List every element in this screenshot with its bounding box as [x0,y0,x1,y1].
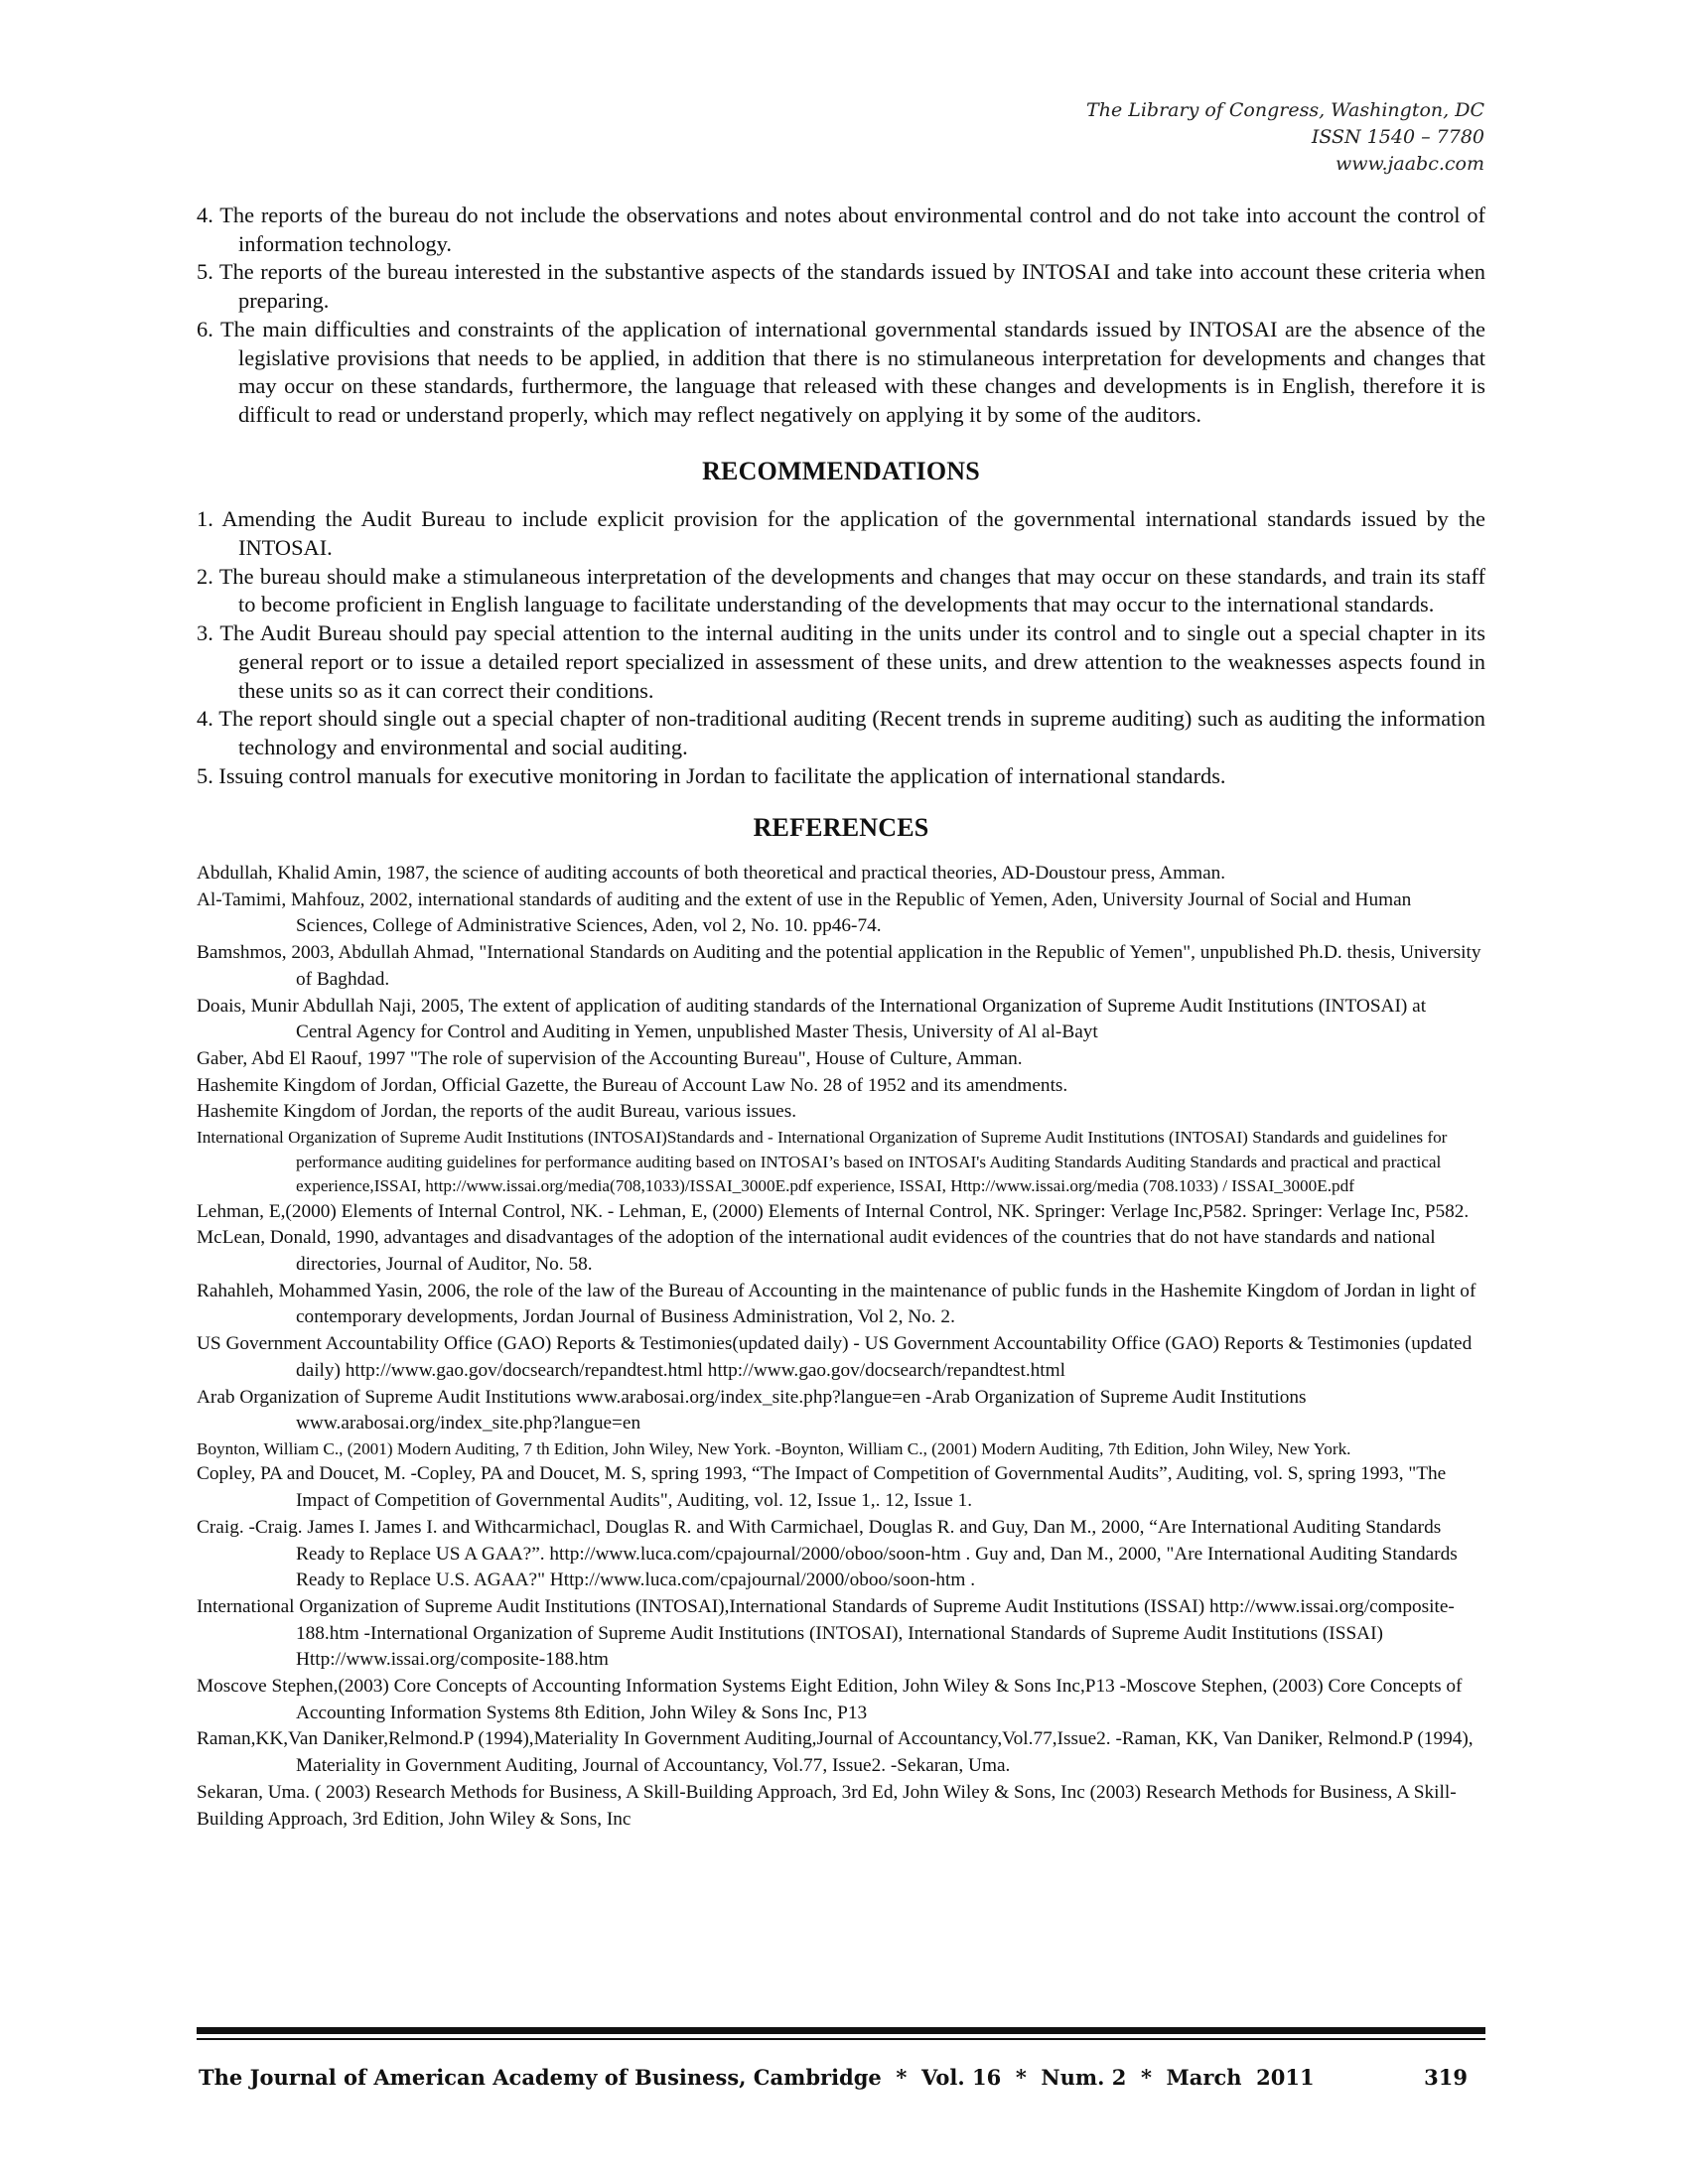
reference-item: Craig. -Craig. James I. James I. and Withcarmichacl, Douglas R. and With Carmichael, Douglas R. and Guy, Dan M., 2000, “Are International Auditing Standards Ready to Replace US A GAA?”. http://www.luca.com/cpajournal/2000/oboo/soon-htm . Guy and, Dan M., 2000, "Are International Auditing Standards Ready to Replace U.S. AGAA?" Http://www.luca.com/cpajournal/2000/oboo/soon-htm . [197,1516,1458,1591]
recommendations-heading: RECOMMENDATIONS [702,456,980,485]
recommendation-item: 2. The bureau should make a stimulaneous interpretation of the developments and changes that may occur on these standards, and train its staff to become proficient in English language to facilitate understanding of the developments that may occur to the international standards. [197,563,1485,617]
references-heading: REFERENCES [753,813,929,843]
reference-item: McLean, Donald, 1990, advantages and disadvantages of the adoption of the international audit evidences of the countries that do not have standards and national directories, Journal of Auditor, No. 58. [197,1227,1436,1275]
conclusion-item: 5. The reports of the bureau interested in the substantive aspects of the standards issued by INTOSAI and take into account these criteria when preparing. [197,259,1485,314]
references-list [197,861,1485,1833]
reference-item: Lehman, E,(2000) Elements of Internal Control, NK. - Lehman, E, (2000) Elements of Internal Control, NK. Springer: Verlage Inc,P582. Springer: Verlage Inc, P582. [197,1200,1470,1222]
recommendation-item: 5. Issuing control manuals for executive monitoring in Jordan to facilitate the application of international standards. [197,762,1226,788]
running-footer [199,2065,1468,2090]
reference-item: US Government Accountability Office (GAO) Reports & Testimonies(updated daily) - US Government Accountability Office (GAO) Reports & Testimonies (updated daily) http://www.gao.gov/docsearch/repandtest.html http://www.gao.gov/docsearch/repandtest.html [197,1333,1473,1381]
reference-item: Bamshmos, 2003, Abdullah Ahmad, "International Standards on Auditing and the potential application in the Republic of Yemen", unpublished Ph.D. thesis, University of Baghdad. [197,942,1481,990]
conclusion-item: 6. The main difficulties and constraints of the application of international governmental standards issued by INTOSAI are the absence of the legislative provisions that needs to be applied, in addition that there is no stimulaneous interpretation for developments and changes that may occur on these standards, furthermore, the language that released with these changes and developments is in English, therefore it is difficult to read or understand properly, which may reflect negatively on applying it by some of the auditors. [197,316,1485,427]
reference-item: Boynton, William C., (2001) Modern Auditing, 7 th Edition, John Wiley, New York. -Boynton, William C., (2001) Modern Auditing, 7th Edition, John Wiley, New York. [197,1438,1351,1458]
reference-item: Sekaran, Uma. ( 2003) Research Methods for Business, A Skill-Building Approach, 3rd Ed, John Wiley & Sons, Inc (2003) Research Methods for Business, A Skill-Building Approach, 3rd Edition, John Wiley & Sons, Inc [197,1781,1457,1830]
header-library: The Library of Congress, Washington, DC [1086,99,1484,121]
running-header [889,97,1484,178]
recommendation-item: 4. The report should single out a special chapter of non-traditional auditing (Recent trends in supreme auditing) such as auditing the information technology and environmental and social auditing. [197,706,1485,759]
reference-item: International Organization of Supreme Audit Institutions (INTOSAI)Standards and - International Organization of Supreme Audit Institutions (INTOSAI) Standards and guidelines for performance auditing guidelines for performance auditing based on INTOSAI’s based on INTOSAI's Auditing Standards Auditing Standards and practical and practical experience,ISSAI, http://www.issai.org/media(708,1033)/ISSAI_3000E.pdf experience, ISSAI, Http://www.issai.org/media (708.1033) / ISSAI_3000E.pdf [197,1128,1448,1196]
page-number: 319 [1424,2065,1468,2090]
main-content [197,202,1485,1833]
reference-item: Moscove Stephen,(2003) Core Concepts of Accounting Information Systems Eight Edition, John Wiley & Sons Inc,P13 -Moscove Stephen, (2003) Core Concepts of Accounting Information Systems 8th Edition, John Wiley & Sons Inc, P13 [197,1676,1463,1723]
recommendations-list [197,505,1485,790]
footer-rule-thick [197,2027,1485,2034]
footer-journal-info: The Journal of American Academy of Business, Cambridge * Vol. 16 * Num. 2 * March 2011 [199,2065,1315,2090]
conclusions-list [197,202,1485,430]
recommendation-item: 1. Amending the Audit Bureau to include explicit provision for the application of the governmental international standards issued by the INTOSAI. [197,506,1485,561]
reference-item: International Organization of Supreme Audit Institutions (INTOSAI),International Standards of Supreme Audit Institutions (ISSAI) http://www.issai.org/composite-188.htm -International Organization of Supreme Audit Institutions (INTOSAI), International Standards of Supreme Audit Institutions (ISSAI) Http://www.issai.org/composite-188.htm [197,1595,1455,1671]
reference-item: Hashemite Kingdom of Jordan, the reports of the audit Bureau, various issues. [197,1101,797,1123]
reference-item: Rahahleh, Mohammed Yasin, 2006, the role of the law of the Bureau of Accounting in the maintenance of public funds in the Hashemite Kingdom of Jordan in light of contemporary developments, Jordan Journal of Business Administration, Vol 2, No. 2. [197,1280,1477,1328]
conclusion-item: 4. The reports of the bureau do not include the observations and notes about environmental control and do not take into account the control of information technology. [197,203,1485,256]
header-issn: ISSN 1540 – 7780 [1311,126,1484,148]
recommendation-item: 3. The Audit Bureau should pay special attention to the internal auditing in the units under its control and to single out a special chapter in its general report or to issue a detailed report specialized in assessment of these units, and drew attention to the weaknesses aspects found in these units so as it can correct their conditions. [197,620,1485,703]
footer-rule-thin [197,2038,1485,2040]
header-website: www.jaabc.com [1335,153,1484,175]
reference-item: Abdullah, Khalid Amin, 1987, the science of auditing accounts of both theoretical and practical theories, AD-Doustour press, Amman. [197,863,1226,885]
reference-item: Raman,KK,Van Daniker,Relmond.P (1994),Materiality In Government Auditing,Journal of Accountancy,Vol.77,Issue2. -Raman, KK, Van Daniker, Relmond.P (1994), Materiality in Government Auditing, Journal of Accountancy, Vol.77, Issue2. -Sekaran, Uma. [197,1728,1474,1777]
reference-item: Hashemite Kingdom of Jordan, Official Gazette, the Bureau of Account Law No. 28 of 1952 and its amendments. [197,1074,1068,1096]
reference-item: Doais, Munir Abdullah Naji, 2005, The extent of application of auditing standards of the International Organization of Supreme Audit Institutions (INTOSAI) at Central Agency for Control and Auditing in Yemen, unpublished Master Thesis, University of Al al-Bayt [197,995,1427,1043]
reference-item: Al-Tamimi, Mahfouz, 2002, international standards of auditing and the extent of use in the Republic of Yemen, Aden, University Journal of Social and Human Sciences, College of Administrative Sciences, Aden, vol 2, No. 10. pp46-74. [197,888,1412,937]
reference-item: Gaber, Abd El Raouf, 1997 "The role of supervision of the Accounting Bureau", House of Culture, Amman. [197,1047,1023,1069]
reference-item: Arab Organization of Supreme Audit Institutions www.arabosai.org/index_site.php?langue=en -Arab Organization of Supreme Audit Institutions www.arabosai.org/index_site.php?langue=en [197,1386,1307,1434]
reference-item: Copley, PA and Doucet, M. -Copley, PA and Doucet, M. S, spring 1993, “The Impact of Competition of Governmental Audits”, Auditing, vol. S, spring 1993, "The Impact of Competition of Governmental Audits", Auditing, vol. 12, Issue 1,. 12, Issue 1. [197,1463,1447,1512]
